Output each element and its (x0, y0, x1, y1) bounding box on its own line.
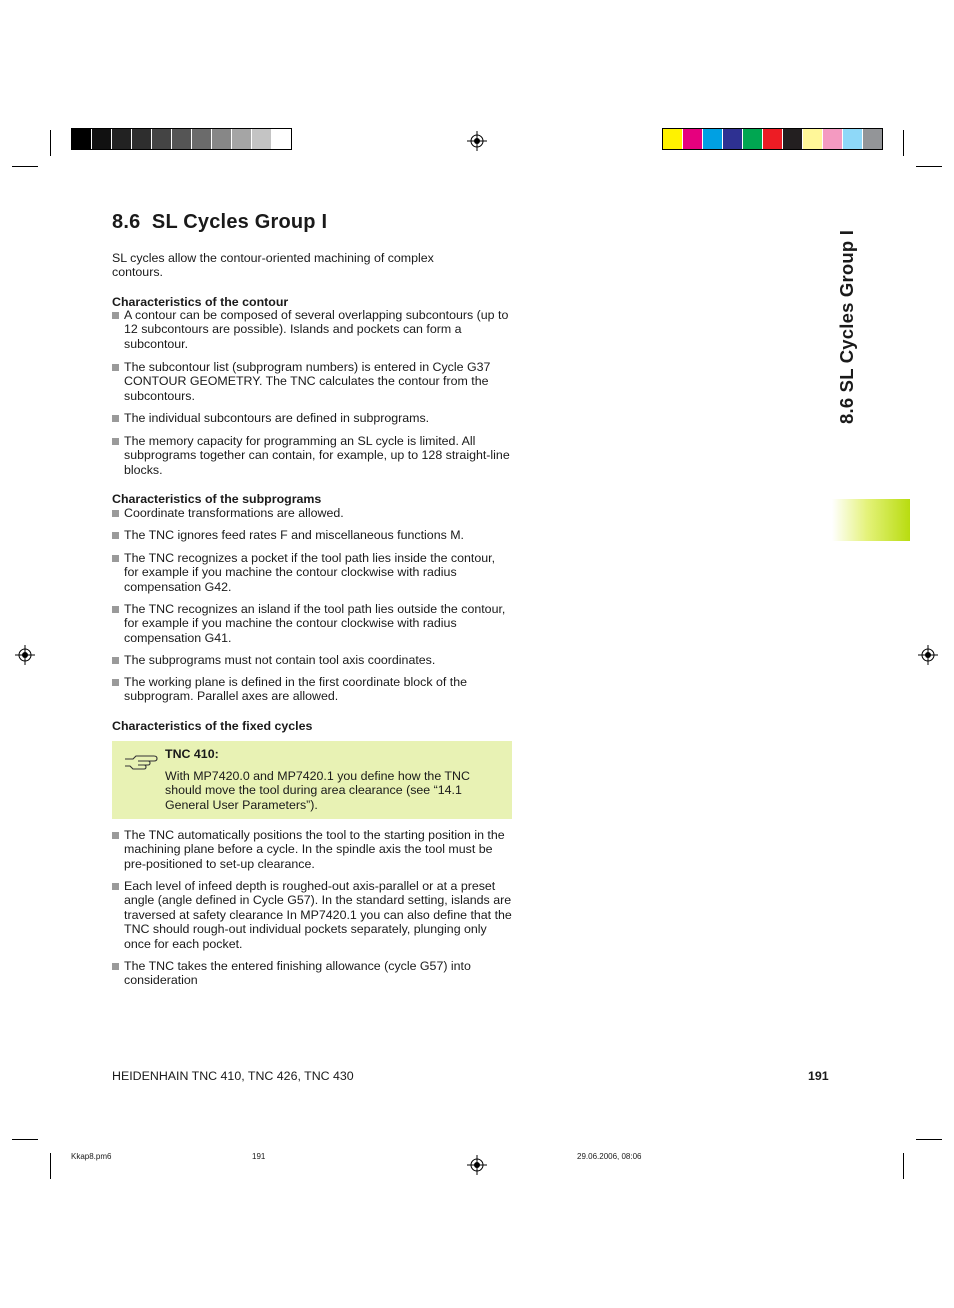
list-item: The individual subcontours are defined in subprograms. (112, 411, 512, 425)
color-swatch (212, 129, 232, 149)
color-swatch (803, 129, 823, 149)
registration-mark-icon (918, 645, 938, 665)
bullet-icon (112, 415, 119, 422)
list-item: The TNC recognizes an island if the tool path lies outside the contour, for example if you machine the contour clockwise with radius compensation G41. (112, 602, 512, 645)
color-swatch (132, 129, 152, 149)
section-title: 8.6 SL Cycles Group I (112, 211, 328, 233)
color-swatch (763, 129, 783, 149)
list-item: Each level of infeed depth is roughed-out axis-parallel or at a preset angle (angle defined in Cycle G57). In the standard setting, islands are traversed at safety clearance In MP7420.1 you can also define that the TNC should rough-out individual pockets separately, plunging only once for each pocket. (112, 879, 512, 951)
registration-mark-icon (15, 645, 35, 665)
color-swatch (743, 129, 763, 149)
color-swatch (252, 129, 272, 149)
grayscale-color-bar (71, 128, 292, 150)
list-item: The TNC ignores feed rates F and miscellaneous functions M. (112, 528, 512, 542)
bullet-icon (112, 657, 119, 664)
color-swatch (192, 129, 212, 149)
crop-mark (916, 166, 942, 167)
bullet-icon (112, 963, 119, 970)
bullet-icon (112, 883, 119, 890)
crop-mark (916, 1139, 942, 1140)
note-box (112, 741, 512, 819)
sidebar-section-title: 8.6 SL Cycles Group I (836, 229, 857, 424)
color-swatch (112, 129, 132, 149)
fixed-cycles-heading: Characteristics of the fixed cycles (112, 719, 313, 733)
bullet-icon (112, 510, 119, 517)
crop-mark (50, 1153, 51, 1179)
color-swatch (272, 129, 291, 149)
list-item: A contour can be composed of several overlapping subcontours (up to 12 subcontours are possible). Islands and pockets can form a subcontour. (112, 308, 512, 351)
color-swatch (783, 129, 803, 149)
list-item: The subprograms must not contain tool axis coordinates. (112, 653, 512, 667)
color-swatch (232, 129, 252, 149)
color-swatch (92, 129, 112, 149)
slug-page: 191 (252, 1152, 266, 1161)
crop-mark (903, 130, 904, 156)
subprograms-heading: Characteristics of the subprograms (112, 492, 322, 506)
color-swatch (823, 129, 843, 149)
registration-mark-icon (467, 131, 487, 151)
list-item: The TNC recognizes a pocket if the tool path lies inside the contour, for example if you machine the contour clockwise with radius compensation G42. (112, 551, 512, 594)
bullet-icon (112, 555, 119, 562)
crop-mark (12, 1139, 38, 1140)
section-intro: SL cycles allow the contour-oriented machining of complex contours. (112, 251, 434, 280)
bullet-icon (112, 438, 119, 445)
pointing-hand-icon (124, 751, 160, 771)
bullet-icon (112, 312, 119, 319)
chapter-tab (832, 499, 910, 541)
color-swatch (703, 129, 723, 149)
bullet-icon (112, 532, 119, 539)
list-item: The working plane is defined in the first coordinate block of the subprogram. Parallel axes are allowed. (112, 675, 512, 704)
color-swatch (152, 129, 172, 149)
color-swatch (172, 129, 192, 149)
color-swatch (843, 129, 863, 149)
color-swatch (72, 129, 92, 149)
page-number: 191 (808, 1069, 829, 1083)
registration-mark-icon (467, 1155, 487, 1175)
list-item: The subcontour list (subprogram numbers) is entered in Cycle G37 CONTOUR GEOMETRY. The TNC calculates the contour from the subcontours. (112, 360, 512, 403)
note-title: TNC 410: (165, 747, 219, 761)
process-color-bar (662, 128, 883, 150)
color-swatch (723, 129, 743, 149)
list-item: Coordinate transformations are allowed. (112, 506, 512, 520)
list-item: The memory capacity for programming an SL cycle is limited. All subprograms together can contain, for example, up to 128 straight-line blocks. (112, 434, 512, 477)
list-item: The TNC takes the entered finishing allowance (cycle G57) into consideration (112, 959, 512, 988)
note-text: With MP7420.0 and MP7420.1 you define how the TNC should move the tool during area clearance (see “14.1 General User Parameters”). (165, 769, 470, 812)
list-item: The TNC automatically positions the tool to the starting position in the machining plane before a cycle. In the spindle axis the tool must be pre-positioned to set-up clearance. (112, 828, 512, 871)
contour-heading: Characteristics of the contour (112, 295, 289, 309)
bullet-icon (112, 679, 119, 686)
crop-mark (12, 166, 38, 167)
crop-mark (903, 1153, 904, 1179)
bullet-icon (112, 606, 119, 613)
color-swatch (863, 129, 882, 149)
crop-mark (50, 130, 51, 156)
bullet-icon (112, 364, 119, 371)
color-swatch (663, 129, 683, 149)
slug-file: Kkap8.pm6 (71, 1152, 112, 1161)
footer-manual-title: HEIDENHAIN TNC 410, TNC 426, TNC 430 (112, 1069, 354, 1083)
bullet-icon (112, 832, 119, 839)
slug-date: 29.06.2006, 08:06 (577, 1152, 642, 1161)
color-swatch (683, 129, 703, 149)
